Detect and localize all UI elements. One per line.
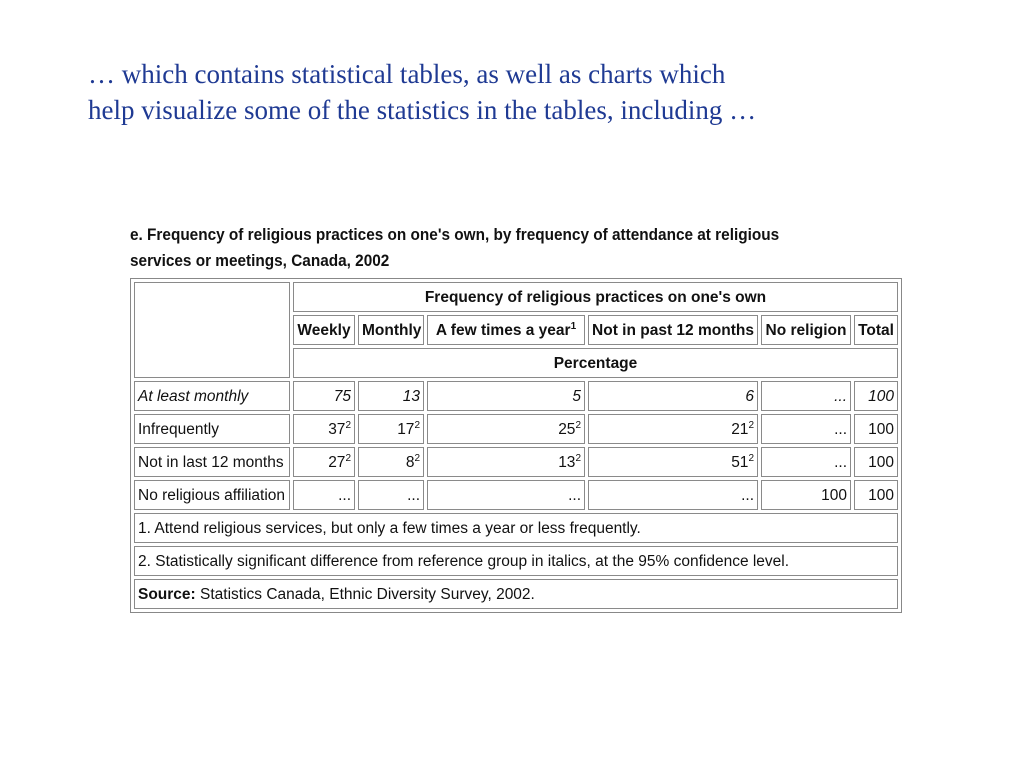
footnote-marker: 2 (748, 419, 754, 431)
cell-value: ... (407, 486, 420, 504)
cell-weekly (293, 447, 355, 477)
cell-not-past (588, 480, 758, 510)
cell-weekly (293, 480, 355, 510)
cell-not-past (588, 447, 758, 477)
cell-value: 6 (745, 387, 754, 405)
statistics-table (130, 278, 902, 613)
cell-value: 75 (333, 387, 351, 405)
footnote-marker: 2 (414, 452, 420, 464)
cell-weekly (293, 381, 355, 411)
slide-text-line-1: … which contains statistical tables, as well as charts which (88, 59, 726, 89)
cell-monthly (358, 414, 424, 444)
footnote-marker: 2 (575, 419, 581, 431)
row-label: Not in last 12 months (134, 447, 290, 477)
footnote-marker: 1 (570, 320, 577, 332)
cell-monthly (358, 480, 424, 510)
cell-value: 5 (572, 387, 581, 405)
footnote-row-2 (134, 546, 898, 576)
footnote-marker: 2 (345, 452, 351, 464)
cell-not-past (588, 414, 758, 444)
column-header-weekly: Weekly (293, 315, 355, 345)
table-caption (130, 222, 865, 274)
cell-total: 100 (854, 381, 898, 411)
slide-text-line-2: help visualize some of the statistics in the tables, including … (88, 95, 757, 125)
group-header: Frequency of religious practices on one's own (293, 282, 898, 312)
source-note (134, 579, 898, 609)
table-row (134, 381, 898, 411)
column-header-total: Total (854, 315, 898, 345)
slide-body-text (88, 56, 968, 128)
footnote-marker: 2 (414, 419, 420, 431)
footnote-marker: 2 (345, 419, 351, 431)
cell-value: 13 (402, 387, 420, 405)
source-label: Source: (138, 585, 196, 603)
cell-no-religion: ... (761, 414, 851, 444)
column-header-not-past: Not in past 12 months (588, 315, 758, 345)
footnote-row-1 (134, 513, 898, 543)
cell-total: 100 (854, 447, 898, 477)
table-row (134, 480, 898, 510)
unit-header: Percentage (293, 348, 898, 378)
row-label: No religious affiliation (134, 480, 290, 510)
cell-value: 21 (731, 420, 749, 438)
table-caption-line-2: services or meetings, Canada, 2002 (130, 252, 390, 270)
source-row (134, 579, 898, 609)
cell-no-religion: ... (761, 381, 851, 411)
table-caption-line-1: e. Frequency of religious practices on one's own, by frequency of attendance at religious (130, 226, 780, 244)
cell-not-past (588, 381, 758, 411)
cell-weekly (293, 414, 355, 444)
footnote-marker: 2 (748, 452, 754, 464)
cell-value: ... (741, 486, 754, 504)
cell-value: 13 (558, 453, 576, 471)
cell-total: 100 (854, 414, 898, 444)
cell-few-times (427, 414, 585, 444)
footnote-2: 2. Statistically significant difference from reference group in italics, at the 95% confidence level. (134, 546, 898, 576)
column-header-no-religion: No religion (761, 315, 851, 345)
cell-monthly (358, 381, 424, 411)
cell-value: 8 (405, 453, 415, 471)
cell-value: 37 (328, 420, 346, 438)
footnote-1: 1. Attend religious services, but only a few times a year or less frequently. (134, 513, 898, 543)
cell-value: ... (338, 486, 351, 504)
cell-no-religion: ... (761, 447, 851, 477)
column-header-monthly: Monthly (358, 315, 424, 345)
table-row (134, 414, 898, 444)
row-label: At least monthly (134, 381, 290, 411)
table-row (134, 447, 898, 477)
cell-value: 27 (328, 453, 346, 471)
cell-few-times (427, 447, 585, 477)
cell-value: ... (568, 486, 581, 504)
cell-few-times (427, 480, 585, 510)
column-header-few-times (427, 315, 585, 345)
cell-no-religion: 100 (761, 480, 851, 510)
cell-monthly (358, 447, 424, 477)
cell-value: 51 (731, 453, 749, 471)
row-label: Infrequently (134, 414, 290, 444)
footnote-marker: 2 (575, 452, 581, 464)
cell-value: 17 (397, 420, 415, 438)
header-row-group (134, 282, 898, 312)
cell-value: 25 (558, 420, 576, 438)
header-corner-cell (134, 282, 290, 378)
cell-total: 100 (854, 480, 898, 510)
column-header-few-times-label: A few times a year (435, 321, 571, 339)
cell-few-times (427, 381, 585, 411)
source-text: Statistics Canada, Ethnic Diversity Survey, 2002. (195, 585, 535, 603)
